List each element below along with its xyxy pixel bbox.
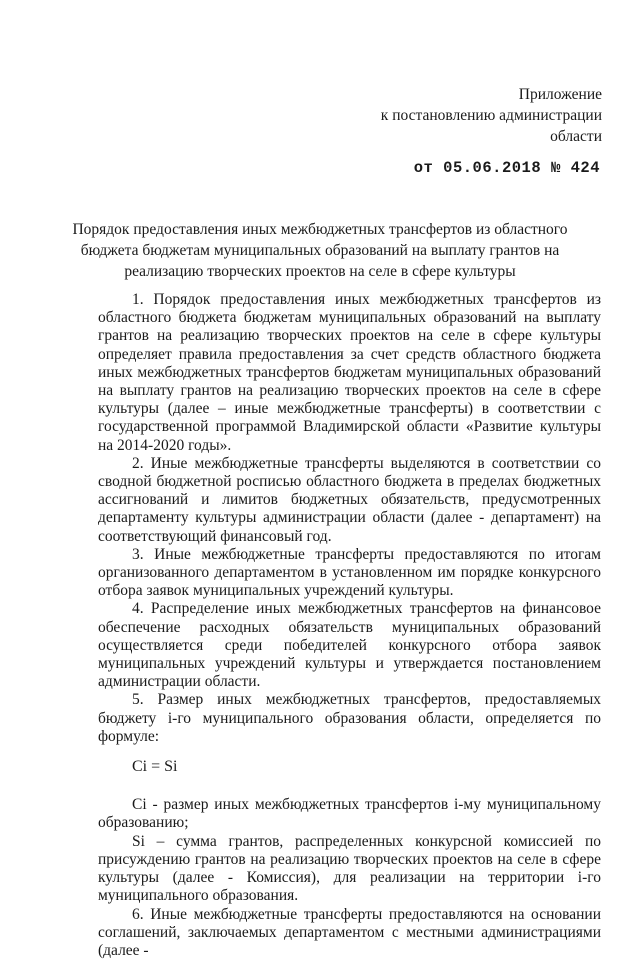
appendix-line-3: области: [381, 126, 602, 147]
paragraph-6: 6. Иные межбюджетные трансферты предоставляются на основании соглашений, заключаемых департаментом с местными администрациями (далее -: [98, 906, 601, 960]
paragraph-3: 3. Иные межбюджетные трансферты предоставляются по итогам организованного департаментом в установленном им порядке конкурсного отбора заявок муниципальных учреждений культуры.: [98, 546, 601, 601]
stamp-prefix: от: [414, 159, 434, 177]
paragraph-1: 1. Порядок предоставления иных межбюджетных трансфертов из областного бюджета бюджетам муниципальных образований на выплату грантов на реализацию творческих проектов на селе в сфере культуры определяет правила предоставления за счет средств областного бюджета иных межбюджетных трансфертов бюджетам муниципальных образований на выплату грантов на реализацию творческих проектов на селе в сфере культуры (далее – иные межбюджетные трансферты) в соответствии с государственной программой Владимирской области «Развитие культуры на 2014-2020 годы».: [98, 291, 601, 455]
stamp-date: 05.06.2018: [443, 159, 541, 177]
paragraph-4: 4. Распределение иных межбюджетных трансфертов на финансовое обеспечение расходных обязательств муниципальных образований осуществляется среди победителей конкурсного отбора заявок муниципальных учреждений культуры и утверждается постановлением администрации области.: [98, 600, 601, 691]
definition-si: Si – сумма грантов, распределенных конкурсной комиссией по присуждению грантов на реализацию творческих проектов на селе в сфере культуры (далее - Комиссия), для реализации на территории i-го муниципального образования.: [98, 833, 601, 906]
appendix-line-1: Приложение: [381, 84, 602, 105]
stamp-number: 424: [571, 159, 600, 177]
appendix-line-2: к постановлению администрации: [381, 105, 602, 126]
appendix-header: [381, 84, 602, 147]
formula: Ci = Si: [98, 758, 601, 776]
document-body: [98, 291, 601, 960]
date-number-stamp: [414, 159, 600, 177]
definition-ci: Ci - размер иных межбюджетных трансфертов i-му муниципальному образованию;: [98, 796, 601, 832]
paragraph-2: 2. Иные межбюджетные трансферты выделяются в соответствии со сводной бюджетной росписью областного бюджета в пределах бюджетных ассигнований и лимитов бюджетных обязательств, предусмотренных департаменту культуры администрации области (далее - департамент) на соответствующий финансовый год.: [98, 455, 601, 546]
document-title: Порядок предоставления иных межбюджетных трансфертов из областного бюджета бюджетам муниципальных образований на выплату грантов на реализацию творческих проектов на селе в сфере культуры: [70, 219, 570, 282]
paragraph-5: 5. Размер иных межбюджетных трансфертов, предоставляемых бюджету i-го муниципального образования области, определяется по формуле:: [98, 691, 601, 746]
stamp-number-sign: №: [551, 159, 561, 177]
